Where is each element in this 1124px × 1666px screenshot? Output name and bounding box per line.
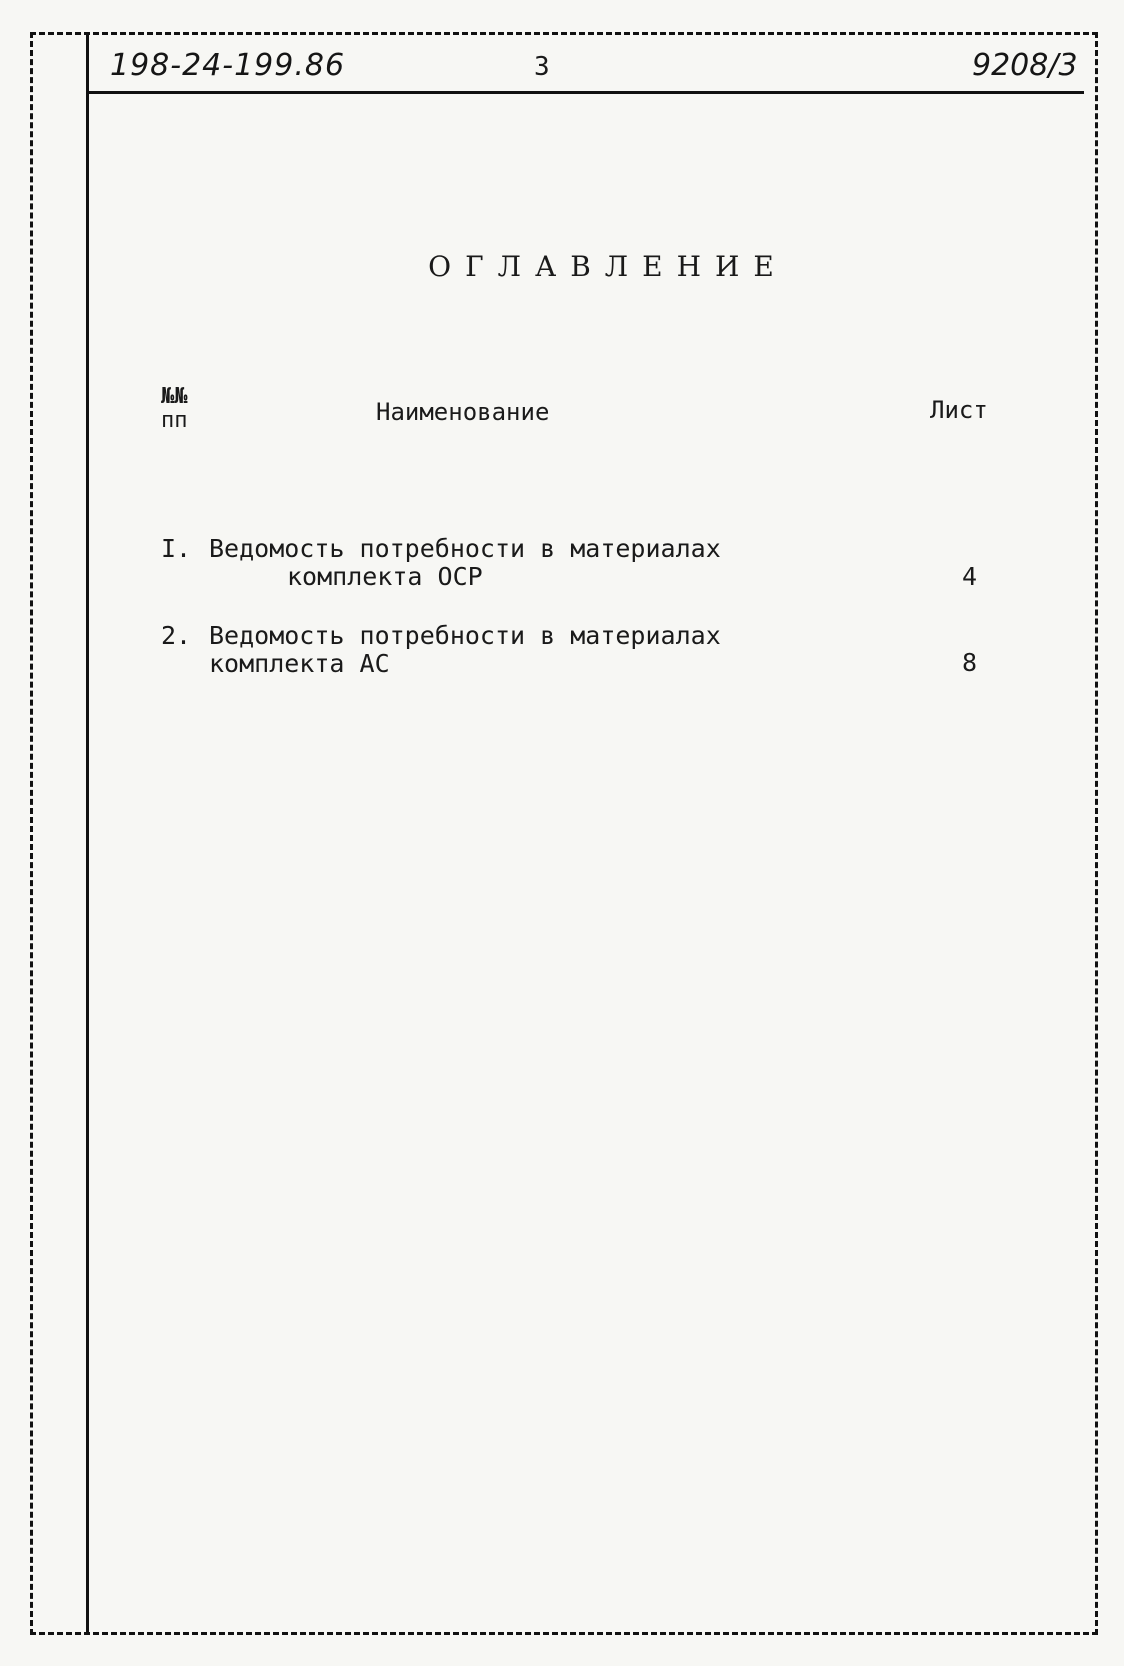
toc-entry-title-line1: Ведомость потребности в материалах: [209, 621, 721, 650]
toc-entry-number: I.: [161, 534, 192, 563]
toc-entry-sheet: 8: [962, 648, 978, 677]
toc-entry-title-line2: комплекта ОСР: [287, 562, 483, 591]
toc-entry-title-line1: Ведомость потребности в материалах: [209, 534, 721, 563]
document-code: 198-24-199.86: [110, 48, 346, 83]
column-header-number-line1: №№: [161, 384, 188, 409]
column-header-name: Наименование: [376, 398, 550, 426]
page-number: 3: [534, 52, 550, 82]
archive-number: 9208/3: [972, 48, 1078, 83]
toc-entry: [161, 622, 721, 678]
column-header-number-line2: пп: [161, 408, 188, 433]
toc-entry: [161, 535, 721, 591]
toc-entry-title-line2: комплекта АС: [209, 649, 390, 678]
header-divider: [86, 91, 1084, 94]
page-title: ОГЛАВЛЕНИЕ: [428, 250, 788, 283]
toc-entry-number: 2.: [161, 621, 192, 650]
column-header-sheet: Лист: [930, 396, 988, 424]
toc-entry-sheet: 4: [962, 562, 978, 591]
column-header-number: [161, 385, 201, 433]
